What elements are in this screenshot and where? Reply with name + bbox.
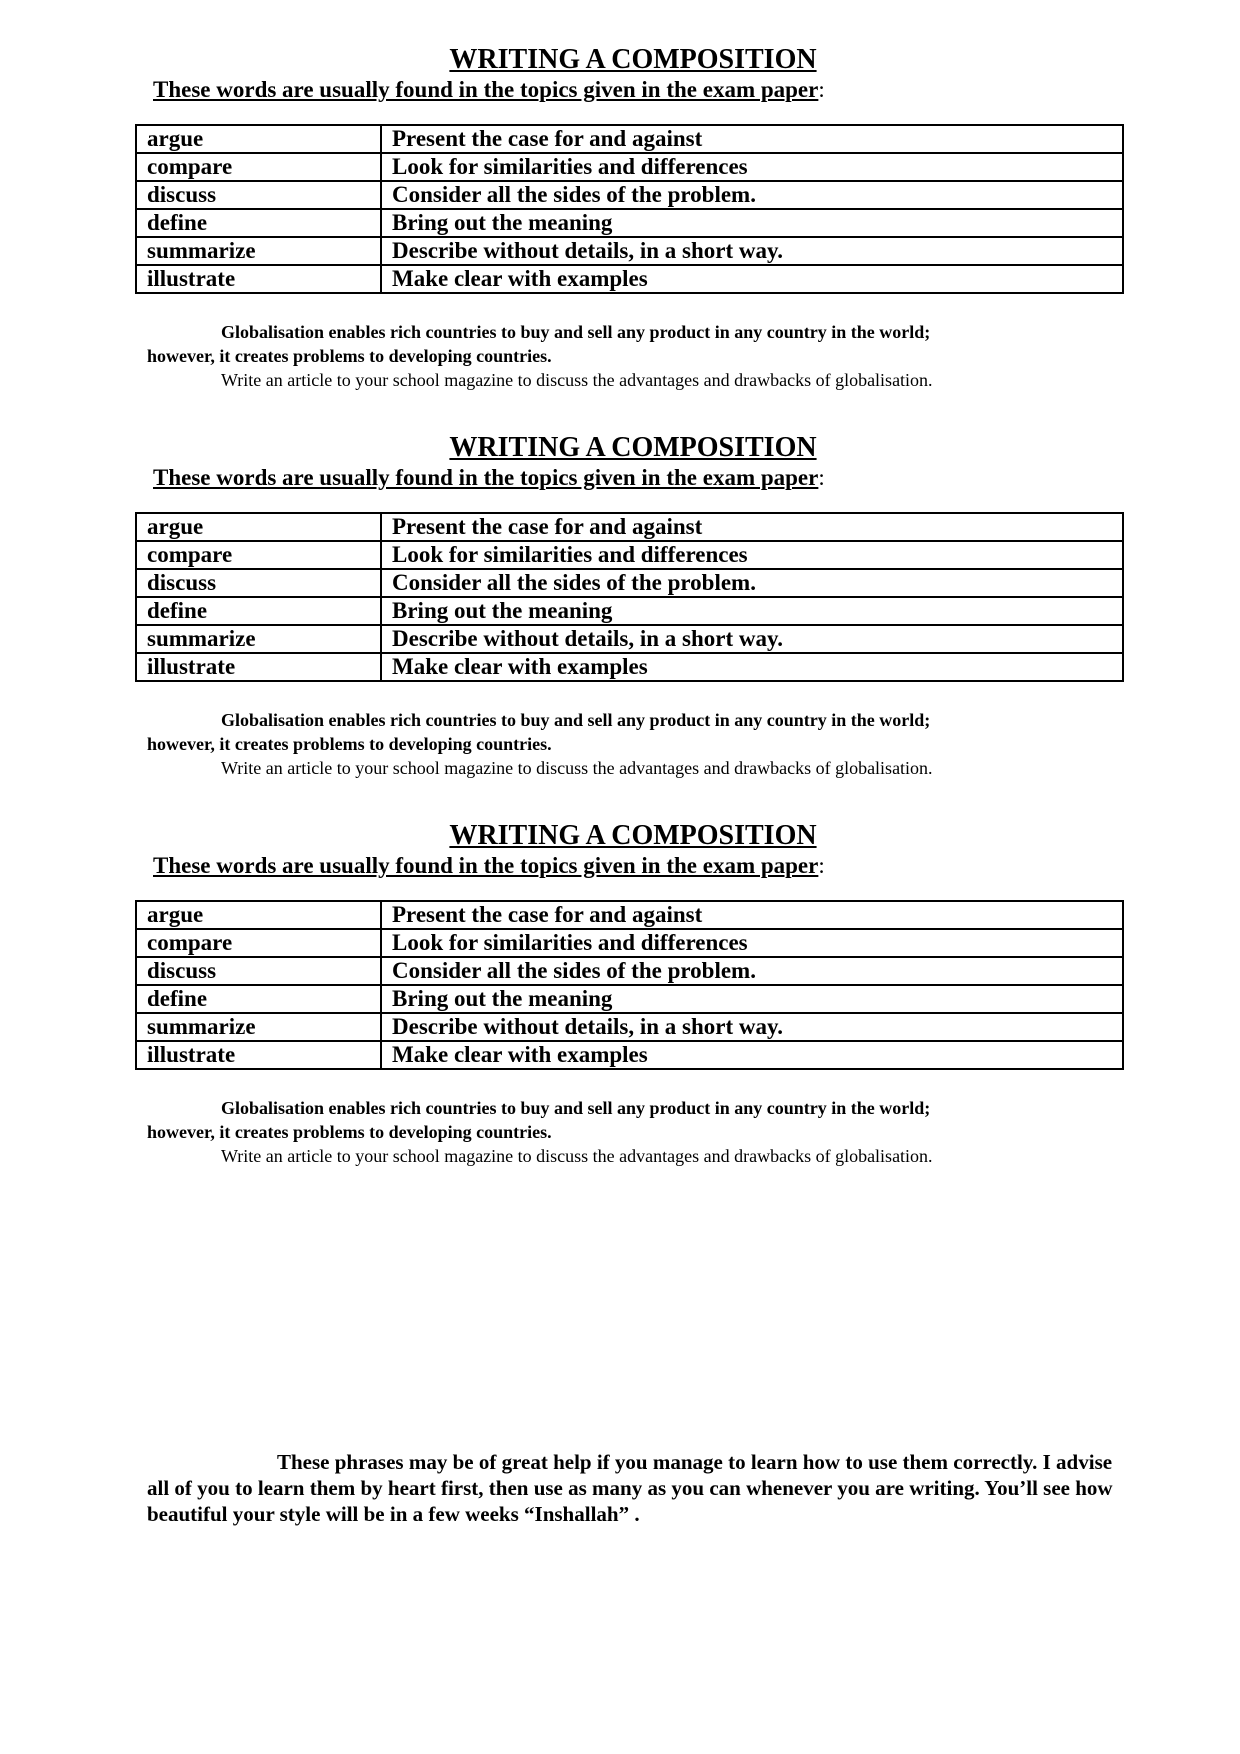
meaning-cell: Present the case for and against	[381, 513, 1123, 541]
word-cell: illustrate	[136, 265, 381, 293]
prompt-statement-line-2: however, it creates problems to developing countries.	[147, 734, 552, 754]
table-row	[136, 209, 1123, 237]
table-row	[136, 513, 1123, 541]
word-cell: discuss	[136, 957, 381, 985]
section-title: WRITING A COMPOSITION	[449, 44, 817, 75]
section-subtitle	[153, 852, 1125, 880]
table-row	[136, 125, 1123, 153]
word-cell: compare	[136, 929, 381, 957]
composition-section-3	[135, 820, 1125, 1168]
table-row	[136, 597, 1123, 625]
word-cell: compare	[136, 153, 381, 181]
composition-prompt	[135, 320, 1125, 392]
meaning-cell: Make clear with examples	[381, 653, 1123, 681]
meaning-cell: Describe without details, in a short way.	[381, 1013, 1123, 1041]
word-cell: argue	[136, 901, 381, 929]
prompt-statement-line-1: Globalisation enables rich countries to buy and sell any product in any country in the world;	[221, 1098, 931, 1118]
table-row	[136, 985, 1123, 1013]
table-row	[136, 625, 1123, 653]
table-row	[136, 569, 1123, 597]
meaning-cell: Look for similarities and differences	[381, 541, 1123, 569]
table-row	[136, 237, 1123, 265]
closing-paragraph: These phrases may be of great help if you manage to learn how to use them correctly. I advise all of you to learn them by heart first, then use as many as you can whenever you are writing. You’ll see how beautiful your style will be in a few weeks “Inshallah” .	[147, 1450, 1113, 1526]
meaning-cell: Consider all the sides of the problem.	[381, 181, 1123, 209]
section-title: WRITING A COMPOSITION	[449, 432, 817, 463]
table-row	[136, 153, 1123, 181]
meaning-cell: Describe without details, in a short way.	[381, 625, 1123, 653]
composition-prompt	[135, 708, 1125, 780]
composition-section-1	[135, 44, 1125, 392]
subtitle-text: These words are usually found in the topics given in the exam paper	[153, 465, 819, 490]
instruction-words-table	[135, 900, 1124, 1070]
subtitle-suffix: :	[818, 853, 825, 878]
word-cell: define	[136, 985, 381, 1013]
word-cell: argue	[136, 125, 381, 153]
meaning-cell: Bring out the meaning	[381, 597, 1123, 625]
word-cell: define	[136, 209, 381, 237]
instruction-words-table	[135, 124, 1124, 294]
prompt-statement-line-1: Globalisation enables rich countries to buy and sell any product in any country in the world;	[221, 710, 931, 730]
meaning-cell: Bring out the meaning	[381, 209, 1123, 237]
meaning-cell: Consider all the sides of the problem.	[381, 569, 1123, 597]
word-cell: summarize	[136, 1013, 381, 1041]
prompt-task: Write an article to your school magazine to discuss the advantages and drawbacks of globalisation.	[221, 758, 933, 778]
prompt-statement-line-2: however, it creates problems to developing countries.	[147, 346, 552, 366]
word-cell: illustrate	[136, 653, 381, 681]
word-cell: discuss	[136, 569, 381, 597]
word-cell: illustrate	[136, 1041, 381, 1069]
instruction-words-table	[135, 512, 1124, 682]
table-row	[136, 541, 1123, 569]
meaning-cell: Consider all the sides of the problem.	[381, 957, 1123, 985]
subtitle-text: These words are usually found in the topics given in the exam paper	[153, 853, 819, 878]
word-cell: summarize	[136, 625, 381, 653]
table-row	[136, 901, 1123, 929]
table-row	[136, 957, 1123, 985]
table-row	[136, 929, 1123, 957]
meaning-cell: Look for similarities and differences	[381, 153, 1123, 181]
subtitle-text: These words are usually found in the topics given in the exam paper	[153, 77, 819, 102]
prompt-task: Write an article to your school magazine to discuss the advantages and drawbacks of globalisation.	[221, 1146, 933, 1166]
word-cell: argue	[136, 513, 381, 541]
subtitle-suffix: :	[818, 465, 825, 490]
word-cell: compare	[136, 541, 381, 569]
table-row	[136, 181, 1123, 209]
meaning-cell: Present the case for and against	[381, 125, 1123, 153]
section-title: WRITING A COMPOSITION	[449, 820, 817, 851]
prompt-statement-line-2: however, it creates problems to developing countries.	[147, 1122, 552, 1142]
meaning-cell: Bring out the meaning	[381, 985, 1123, 1013]
section-subtitle	[153, 464, 1125, 492]
section-subtitle	[153, 76, 1125, 104]
table-row	[136, 653, 1123, 681]
word-cell: define	[136, 597, 381, 625]
table-row	[136, 1041, 1123, 1069]
meaning-cell: Describe without details, in a short way.	[381, 237, 1123, 265]
table-row	[136, 1013, 1123, 1041]
word-cell: summarize	[136, 237, 381, 265]
meaning-cell: Look for similarities and differences	[381, 929, 1123, 957]
composition-prompt	[135, 1096, 1125, 1168]
composition-section-2	[135, 432, 1125, 780]
meaning-cell: Present the case for and against	[381, 901, 1123, 929]
table-row	[136, 265, 1123, 293]
subtitle-suffix: :	[818, 77, 825, 102]
meaning-cell: Make clear with examples	[381, 1041, 1123, 1069]
prompt-task: Write an article to your school magazine to discuss the advantages and drawbacks of globalisation.	[221, 370, 933, 390]
meaning-cell: Make clear with examples	[381, 265, 1123, 293]
prompt-statement-line-1: Globalisation enables rich countries to buy and sell any product in any country in the world;	[221, 322, 931, 342]
word-cell: discuss	[136, 181, 381, 209]
